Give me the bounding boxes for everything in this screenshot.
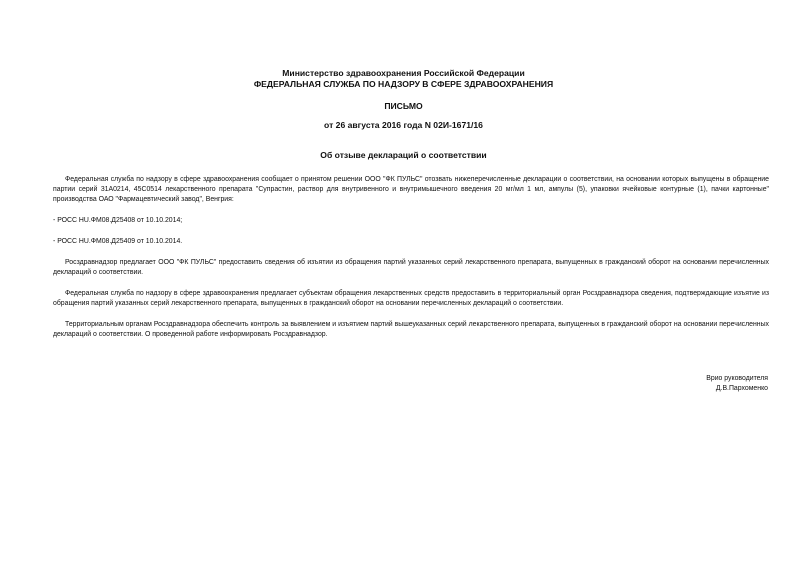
letter-body bbox=[53, 175, 769, 351]
letter-subject: Об отзыве деклараций о соответствии bbox=[320, 150, 487, 160]
agency-name: ФЕДЕРАЛЬНАЯ СЛУЖБА ПО НАДЗОРУ В СФЕРЕ ЗДРАВООХРАНЕНИЯ bbox=[253, 78, 554, 89]
paragraph-control: Территориальным органам Росздравнадзора обеспечить контроль за выявлением и изъятием партий вышеуказанных серий лекарственного препарата, выпущенных в гражданский оборот на основании перечисленных деклараций о соответствии. О проведенной работе информировать Росздравнадзор. bbox=[53, 321, 769, 338]
signature-block bbox=[706, 374, 768, 393]
paragraph-subjects: Федеральная служба по надзору в сфере здравоохранения предлагает субъектам обращения лекарственных средств предоставить в территориальный орган Росздравнадзора сведения, подтверждающие изъятие из обращения партий указанных серий лекарственного препарата, выпущенных в гражданский оборот на основании перечисленных деклараций о соответствии. bbox=[53, 290, 769, 307]
declaration-item-1: - РОСС HU.ФМ08.Д25408 от 10.10.2014; bbox=[53, 217, 183, 224]
signatory-name: Д.В.Пархоменко bbox=[715, 384, 768, 392]
declaration-item-2: - РОСС HU.ФМ08.Д25409 от 10.10.2014. bbox=[53, 238, 183, 245]
paragraph-notice: Федеральная служба по надзору в сфере здравоохранения сообщает о принятом решении ООО "ФК ПУЛЬС" отозвать нижеперечисленные декларации о соответствии, на основании которых выпущены в обращение партии серий 31А0214, 45С0514 лекарственного препарата "Супрастин, раствор для внутривенного и внутримышечного введения 20 мг/мл 1 мл, ампулы (5), упаковки ячейковые контурные (1), пачки картонные" производства ОАО "Фармацевтический завод", Венгрия: bbox=[53, 176, 769, 203]
document-header bbox=[0, 68, 807, 89]
letter-type: ПИСЬМО bbox=[384, 101, 423, 111]
paragraph-request: Росздравнадзор предлагает ООО "ФК ПУЛЬС" предоставить сведения об изъятии из обращения партий указанных серий лекарственного препарата, выпущенных в гражданский оборот на основании перечисленных деклараций о соответствии. bbox=[53, 259, 769, 276]
ministry-name: Министерство здравоохранения Российской Федерации bbox=[282, 68, 525, 78]
signatory-position: Врио руководителя bbox=[706, 375, 768, 382]
letter-date-number: от 26 августа 2016 года N 02И-1671/16 bbox=[324, 120, 483, 130]
